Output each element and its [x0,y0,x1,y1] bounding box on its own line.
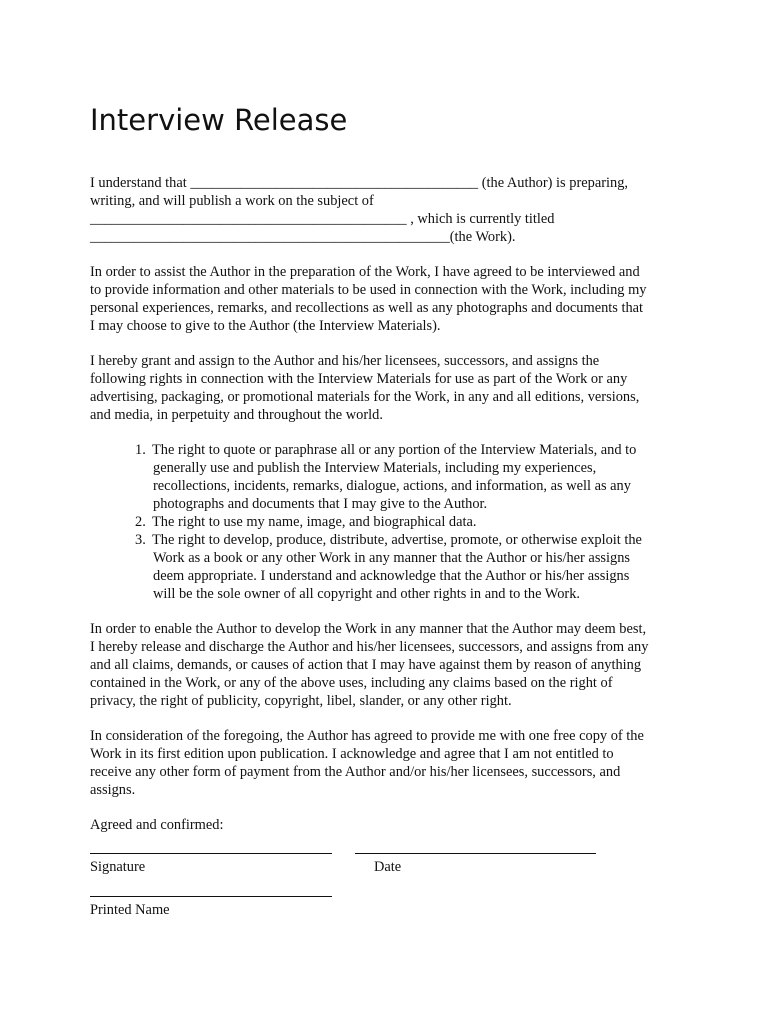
document-title: Interview Release [90,103,348,137]
paragraph-line: contained in the Work, or any of the above uses, including any claims based on the right of [90,675,613,691]
list-item-line: Work as a book or any other Work in any manner that the Author or his/her assigns [153,550,631,566]
list-item-line: deem appropriate. I understand and acknowledge that the Author or his/her assigns [153,568,630,584]
list-item-line: will be the sole owner of all copyright and other rights in and to the Work. [153,586,581,602]
paragraph-line: to provide information and other materials to be used in connection with the Work, including my [90,282,647,298]
signature-block [90,816,710,926]
intro-text: , which is currently titled [406,211,555,227]
agreed-label: Agreed and confirmed: [90,817,224,833]
intro-text: (the Author) is preparing, [478,175,628,191]
signature-line[interactable] [90,853,332,854]
paragraph-line: advertising, packaging, or promotional materials for the Work, in any and all editions, versions, [90,389,640,405]
paragraph-line: In order to enable the Author to develop the Work in any manner that the Author may deem best, [90,621,647,637]
date-label: Date [374,859,402,875]
paragraph-line: I hereby release and discharge the Author and his/her licensees, successors, and assigns from any [90,639,649,655]
rights-list-item [135,531,710,603]
intro-text: I understand that [90,175,191,191]
rights-list-item [135,513,710,531]
list-item-line: generally use and publish the Interview Materials, including my experiences, [153,460,597,476]
signature-label: Signature [90,859,146,875]
list-item-line: recollections, incidents, remarks, dialogue, actions, and information, as well as any [153,478,631,494]
intro-line-4 [90,228,710,246]
rights-list [90,441,710,603]
printed-name-label: Printed Name [90,902,170,918]
paragraph-line: and all claims, demands, or causes of action that I may have against them by reason of anything [90,657,642,673]
assist-paragraph [90,263,710,335]
author-name-blank[interactable]: ________________________________________ [190,175,479,191]
document-body [90,174,710,926]
release-paragraph [90,620,710,710]
intro-text: (the Work). [449,229,516,245]
work-title-blank[interactable]: __________________________________________________ [90,229,450,245]
paragraph-line: personal experiences, remarks, and recollections as well as any photographs and documents that [90,300,644,316]
list-number: 3. [135,532,146,548]
list-item-line: The right to quote or paraphrase all or any portion of the Interview Materials, and to [152,442,637,458]
printed-name-line[interactable] [90,896,332,897]
paragraph-line: assigns. [90,782,136,798]
list-number: 2. [135,514,146,530]
paragraph-line: I hereby grant and assign to the Author and his/her licensees, successors, and assigns the [90,353,600,369]
paragraph-line: and media, in perpetuity and throughout the world. [90,407,383,423]
consideration-paragraph [90,727,710,799]
paragraph-line: following rights in connection with the Interview Materials for use as part of the Work or any [90,371,628,387]
rights-list-item [135,441,710,513]
intro-paragraph [90,174,710,246]
list-item-line: The right to develop, produce, distribute, advertise, promote, or otherwise exploit the [152,532,642,548]
paragraph-line: privacy, the right of publicity, copyright, libel, slander, or any other right. [90,693,512,709]
list-item-line: photographs and documents that I may give to the Author. [153,496,488,512]
paragraph-line: I may choose to give to the Author (the Interview Materials). [90,318,441,334]
paragraph-line: In order to assist the Author in the preparation of the Work, I have agreed to be interviewed and [90,264,640,280]
list-item-line: The right to use my name, image, and biographical data. [152,514,477,530]
paragraph-line: Work in its first edition upon publication. I acknowledge and agree that I am not entitled to [90,746,614,762]
date-line[interactable] [355,853,596,854]
paragraph-line: In consideration of the foregoing, the Author has agreed to provide me with one free copy of the [90,728,644,744]
intro-line-2: writing, and will publish a work on the subject of [90,193,374,209]
grant-paragraph [90,352,710,424]
list-number: 1. [135,442,146,458]
paragraph-line: receive any other form of payment from the Author and/or his/her licensees, successors, and [90,764,621,780]
intro-line-3 [90,210,710,228]
subject-blank[interactable]: ____________________________________________ [90,211,407,227]
intro-line-1 [90,174,710,192]
